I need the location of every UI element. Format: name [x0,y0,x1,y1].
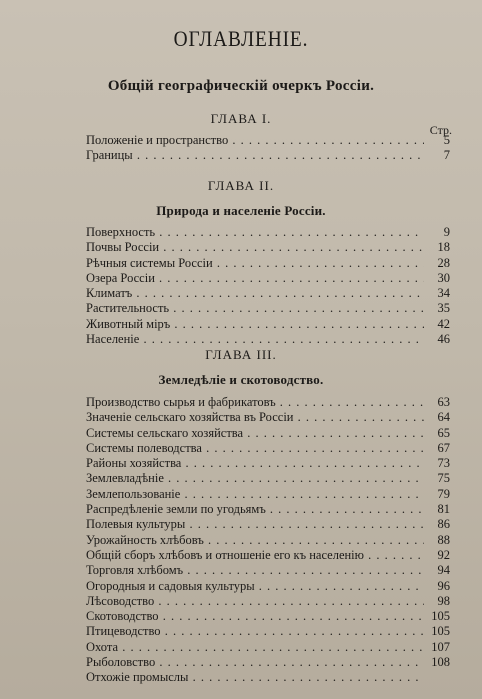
toc-entry-label: Системы сельскаго хозяйства . . [86,426,424,441]
toc-entry-label: Растительность . . [86,301,424,316]
toc-entry-page: 30 [437,270,450,285]
toc-entry-page: 9 [443,225,450,239]
toc-entry-page: 96 [437,578,450,593]
toc-entry [80,317,450,332]
toc-entry-page: 105 [431,624,450,639]
toc-entry [80,640,450,655]
toc-entry-label: Границы . . [86,148,424,163]
toc-entry-label: Климатъ . . [86,286,424,301]
toc-entry-page: 64 [437,410,450,425]
toc-entry-page: 92 [437,547,450,562]
toc-entry [80,286,450,301]
toc-entry-label: Животный мiръ . . [86,317,424,332]
toc-entry-page: 73 [437,456,450,471]
toc-entry-label: Рыболовство . . [86,655,424,670]
toc-entry-label: Землевладѣнiе . . [86,471,424,486]
toc-entry [80,332,450,347]
toc-entry-page: 34 [437,286,450,301]
part-title: Общiй географическiй очеркъ Россiи. [107,78,375,94]
toc-entry-label: Скотоводство . . [86,609,424,624]
toc-entry-page: 35 [437,301,450,316]
toc-entry-label: Населенiе . . [86,332,424,347]
toc-entry [80,256,450,271]
toc-entry-page: 98 [437,593,450,608]
toc-entry-page: 46 [437,332,450,347]
chapter-heading-1: ГЛАВА I. [210,111,272,126]
toc-entry-page: 7 [443,148,450,163]
toc-entry-label: Положенiе и пространство . . [86,133,424,148]
toc-entry-label: Землепользованiе . . [86,487,424,502]
toc-entry [80,456,450,471]
page-column-label: Стр. [429,123,452,137]
toc-entry-page: 63 [437,395,450,409]
toc-entry [80,594,450,609]
chapter-heading-3: ГЛАВА III. [205,347,277,362]
toc-entry-label: Производство сырья и фабрикатовъ . . [86,395,424,410]
toc-entry [80,563,450,578]
section-title-2: Природа и населенiе Россiи. [156,203,326,218]
toc-entry-page: 28 [437,255,450,270]
page-title: ОГЛАВЛЕНIЕ. [173,26,309,51]
toc-entry-label: Поверхность . . [86,225,424,240]
toc-entry [80,271,450,286]
toc-entry-page: 108 [431,655,450,670]
toc-entry [80,670,450,685]
toc-entry [80,441,450,456]
toc-entry [80,133,450,148]
toc-entry-label: Распредѣленiе земли по угодьямъ . . [86,502,424,517]
toc-entry-label: Урожайность хлѣбовъ . . [86,533,424,548]
toc-entry [80,240,450,255]
toc-entry [80,148,450,163]
toc-entry-page: 5 [443,133,450,147]
toc-entry-page: 79 [437,486,450,501]
toc-entry-label: Озера Россiи . . [86,271,424,286]
toc-entry-page: 88 [437,532,450,547]
toc-list-chapter-3 [80,395,450,686]
toc-entry [80,301,450,316]
toc-entry-page: 94 [437,563,450,578]
toc-entry-label: Районы хозяйства . . [86,456,424,471]
toc-entry-label: Лѣсоводство . . [86,594,424,609]
toc-entry [80,655,450,670]
toc-entry [80,533,450,548]
toc-entry-label: Почвы Россiи . . [86,240,424,255]
toc-list-chapter-2 [80,225,450,347]
toc-entry-page: 105 [431,609,450,624]
toc-entry [80,471,450,486]
toc-entry-page: 18 [437,240,450,255]
toc-entry-page: 75 [437,471,450,486]
toc-entry-label: Значенiе сельскаго хозяйства въ Россiи . . [86,410,424,425]
toc-entry-label: Огородныя и садовыя культуры . . [86,579,424,594]
toc-entry-label: Системы полеводства . . [86,441,424,456]
toc-entry [80,395,450,410]
toc-entry-page: 65 [437,425,450,440]
toc-entry-label: Охота . . [86,640,424,655]
toc-entry-page: 81 [437,502,450,517]
toc-entry [80,609,450,624]
toc-entry [80,502,450,517]
toc-list-chapter-1 [80,133,450,164]
toc-entry [80,624,450,639]
toc-entry [80,579,450,594]
toc-entry [80,426,450,441]
toc-entry-label: Отхожiе промыслы . . [86,670,424,685]
toc-entry-label: Полевыя культуры . . [86,517,424,532]
toc-entry-label: Торговля хлѣбомъ . . [86,563,424,578]
chapter-heading-2: ГЛАВА II. [207,178,275,193]
toc-entry-label: Птицеводство . . [86,624,424,639]
toc-entry-page: 67 [437,440,450,455]
toc-entry [80,410,450,425]
toc-entry [80,548,450,563]
toc-entry-page: 42 [437,316,450,331]
section-title-3: Земледѣлiе и скотоводство. [158,372,324,387]
toc-entry [80,517,450,532]
toc-entry [80,487,450,502]
toc-entry-label: Рѣчныя системы Россiи . . [86,256,424,271]
toc-entry-page: 86 [437,517,450,532]
toc-entry-page: 107 [431,639,450,654]
toc-entry [80,225,450,240]
toc-entry-label: Общiй сборъ хлѣбовъ и отношенiе его къ населенiю . . [86,548,424,563]
